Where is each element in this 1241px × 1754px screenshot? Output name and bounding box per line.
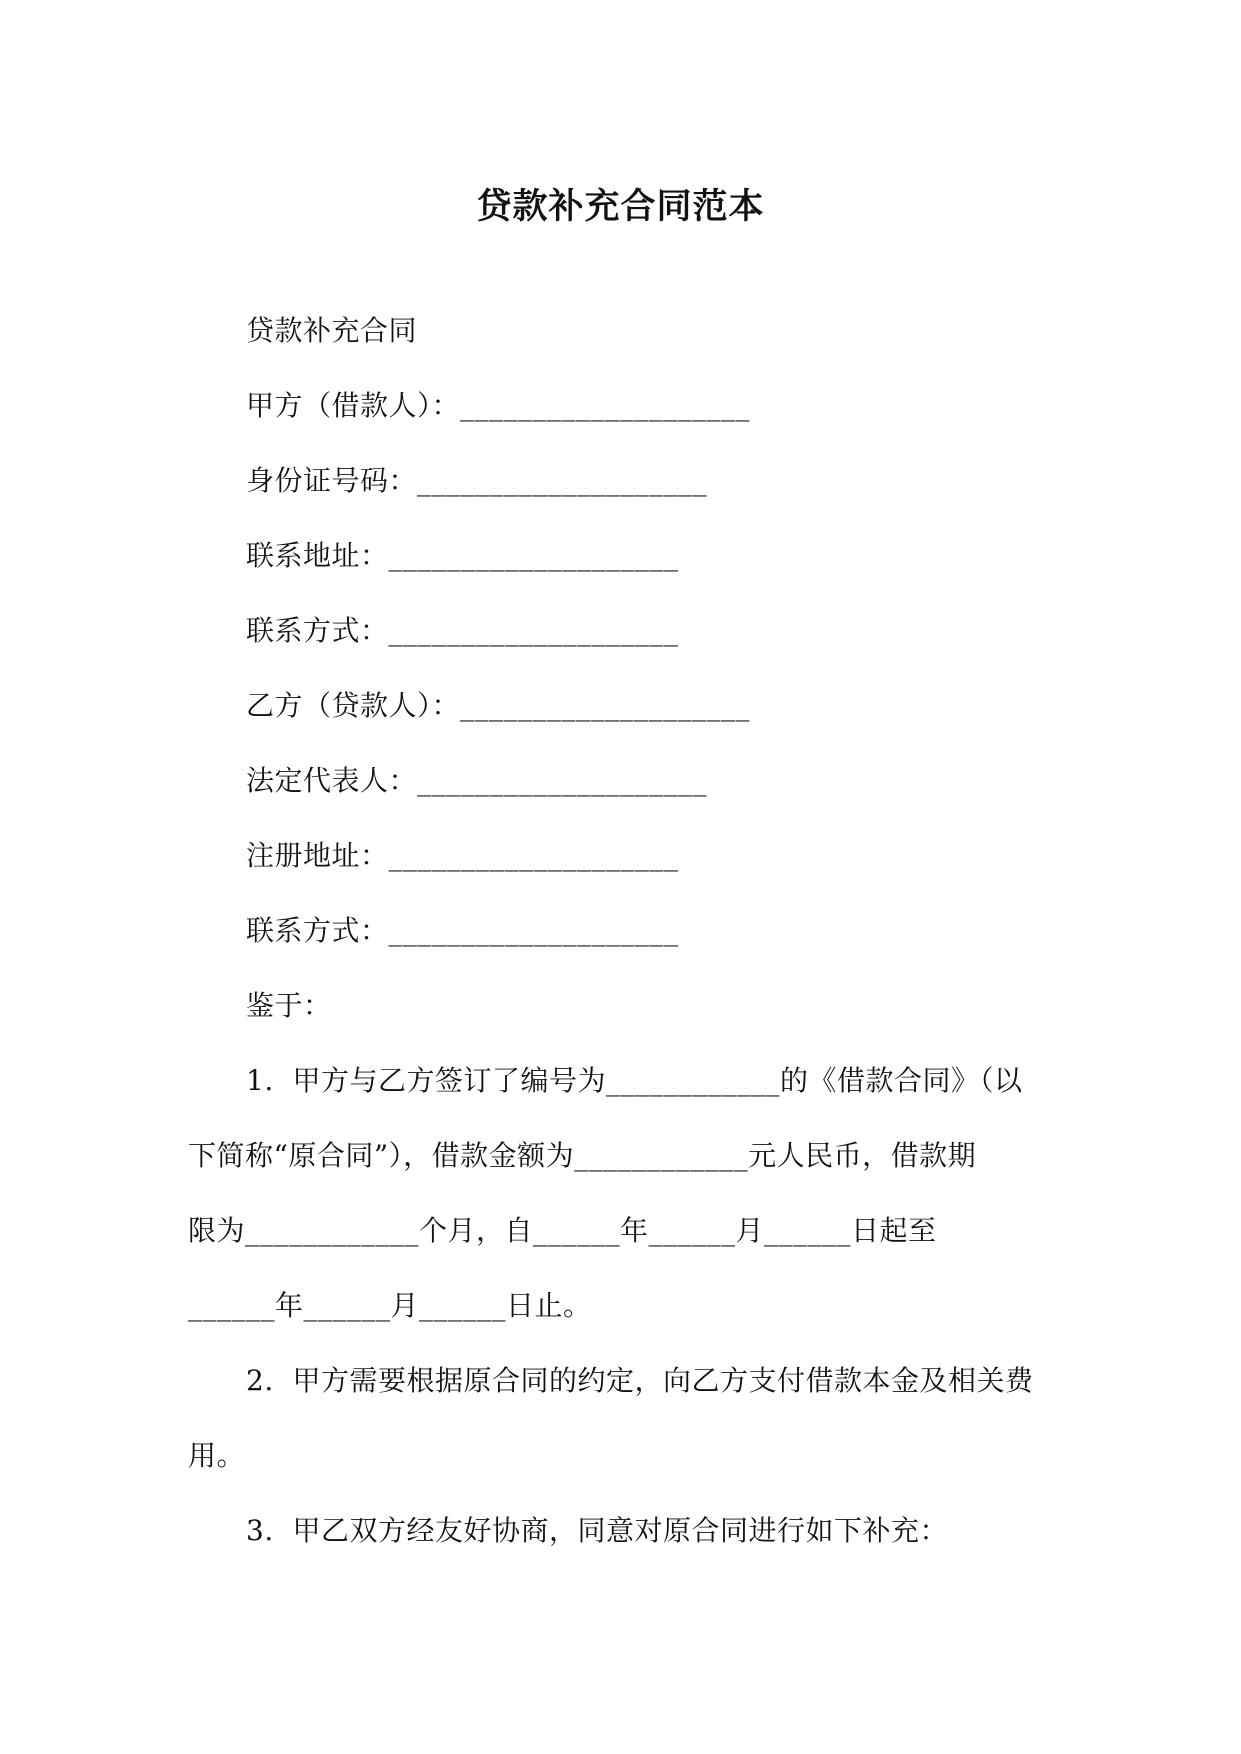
- registered-address-line: 注册地址：____________________: [246, 839, 679, 872]
- document-title: 贷款补充合同范本: [476, 186, 765, 227]
- clause-1-line-2: 下简称“原合同”），借款金额为____________元人民币，借款期: [188, 1139, 977, 1172]
- clause-1-line-3: 限为____________个月，自______年______月______日起至: [188, 1214, 937, 1247]
- clause-1-line-4: ______年______月______日止。: [188, 1289, 592, 1322]
- contract-subtitle: 贷款补充合同: [246, 314, 418, 347]
- party-b-lender-line: 乙方（贷款人）：____________________: [246, 689, 751, 722]
- clause-1-line-1: 1. 甲方与乙方签订了编号为____________的《借款合同》（以: [246, 1064, 1023, 1097]
- clause-2-line-2: 用。: [188, 1439, 246, 1472]
- legal-representative-line: 法定代表人：____________________: [246, 764, 708, 797]
- party-a-borrower-line: 甲方（借款人）：____________________: [246, 389, 751, 422]
- clause-3-line-1: 3. 甲乙双方经友好协商，同意对原合同进行如下补充：: [246, 1514, 949, 1547]
- clause-2-line-1: 2. 甲方需要根据原合同的约定，向乙方支付借款本金及相关费: [246, 1364, 1034, 1397]
- whereas-heading: 鉴于：: [246, 989, 332, 1022]
- id-number-line: 身份证号码：____________________: [246, 464, 708, 497]
- party-b-contact-line: 联系方式：____________________: [246, 914, 679, 947]
- party-a-contact-line: 联系方式：____________________: [246, 614, 679, 647]
- party-a-address-line: 联系地址：____________________: [246, 539, 679, 572]
